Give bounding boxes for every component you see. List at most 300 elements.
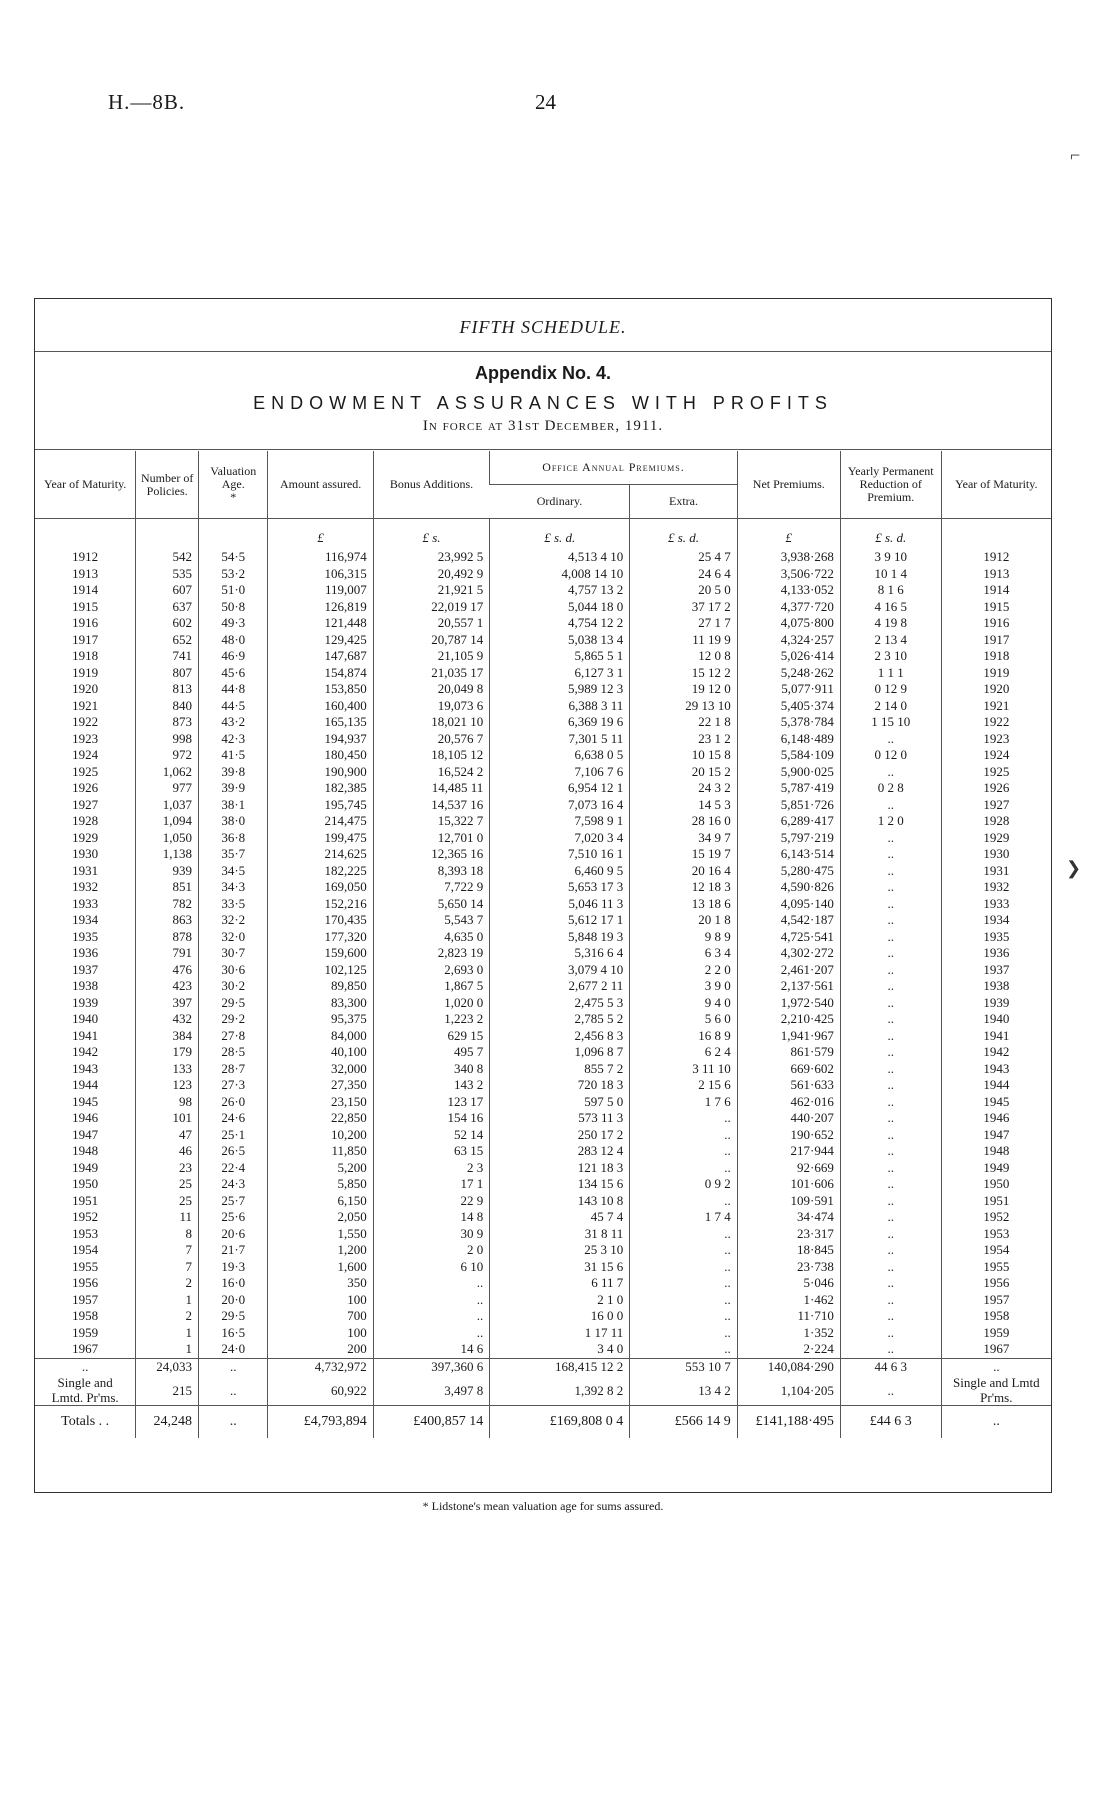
table-cell: 1946	[941, 1110, 1051, 1127]
table-cell: 1956	[72, 1275, 99, 1290]
table-cell: 1922	[72, 714, 99, 729]
table-row	[35, 1176, 1051, 1193]
table-row	[35, 830, 1051, 847]
table-cell: 16 8 9	[630, 1028, 738, 1045]
table-row	[35, 1077, 1051, 1094]
table-cell: 1,550	[268, 1226, 373, 1243]
table-cell: 1946	[72, 1110, 99, 1125]
table-row	[35, 797, 1051, 814]
table-cell: 2·224	[737, 1341, 840, 1358]
table-cell: ..	[199, 1358, 268, 1375]
table-cell: ..	[840, 1226, 941, 1243]
table-cell: 17 1	[373, 1176, 489, 1193]
total-cell: £169,808 0 4	[490, 1406, 630, 1439]
table-cell: ..	[840, 912, 941, 929]
table-cell: 1953	[941, 1226, 1051, 1243]
table-cell: 1,600	[268, 1259, 373, 1276]
table-cell: 4,635 0	[373, 929, 489, 946]
table-cell: 3,506·722	[737, 566, 840, 583]
total-cell: Totals . .	[35, 1406, 136, 1439]
table-cell: 1967	[72, 1341, 99, 1356]
table-cell: 1932	[72, 879, 99, 894]
table-cell: 7	[136, 1259, 199, 1276]
table-cell: 1924	[941, 747, 1051, 764]
table-cell: 26·5	[199, 1143, 268, 1160]
table-cell: 11 19 9	[630, 632, 738, 649]
table-row	[35, 698, 1051, 715]
table-cell: 0 9 2	[630, 1176, 738, 1193]
table-cell: 1	[136, 1341, 199, 1358]
table-cell: 126,819	[268, 599, 373, 616]
table-row	[35, 896, 1051, 913]
table-cell: 1923	[941, 731, 1051, 748]
table-cell: 602	[136, 615, 199, 632]
table-cell: 9 4 0	[630, 995, 738, 1012]
table-row	[35, 1259, 1051, 1276]
table-cell: 637	[136, 599, 199, 616]
table-cell: 1,138	[136, 846, 199, 863]
table-cell: ..	[199, 1375, 268, 1406]
table-cell: 165,135	[268, 714, 373, 731]
table-cell: 20·0	[199, 1292, 268, 1309]
table-cell: 5,200	[268, 1160, 373, 1177]
table-cell: Single and Lmtd. Pr'ms.	[51, 1375, 119, 1405]
table-row	[35, 747, 1051, 764]
table-cell: 119,007	[268, 582, 373, 599]
table-cell: 20,787 14	[373, 632, 489, 649]
table-cell: 45·6	[199, 665, 268, 682]
table-cell: ..	[630, 1160, 738, 1177]
table-cell: 462·016	[737, 1094, 840, 1111]
table-cell: 1947	[72, 1126, 99, 1142]
table-row	[35, 1358, 1051, 1375]
total-cell: ..	[199, 1406, 268, 1439]
table-cell: 1941	[72, 1027, 99, 1043]
table-cell: 16,524 2	[373, 764, 489, 781]
table-cell: ..	[840, 1077, 941, 1094]
table-row	[35, 549, 1051, 566]
table-cell: 1,200	[268, 1242, 373, 1259]
table-cell: 1954	[72, 1242, 99, 1257]
table-row	[35, 648, 1051, 665]
table-cell: 170,435	[268, 912, 373, 929]
table-cell: 2 2 0	[630, 962, 738, 979]
table-cell: 6,460 9 5	[490, 863, 630, 880]
table-cell: 20 16 4	[630, 863, 738, 880]
table-cell: ..	[630, 1259, 738, 1276]
table-cell: 53·2	[199, 566, 268, 583]
col-header-year: Year of Maturity.	[43, 477, 127, 491]
table-cell: 83,300	[268, 995, 373, 1012]
margin-mark: ❯	[1066, 858, 1082, 878]
table-row	[35, 1011, 1051, 1028]
table-cell: 18·845	[737, 1242, 840, 1259]
table-cell: 1940	[941, 1011, 1051, 1028]
table-cell: 30·7	[199, 945, 268, 962]
table-cell: ..	[840, 1209, 941, 1226]
table-cell: 1926	[72, 780, 99, 795]
table-cell: 1920	[72, 681, 99, 696]
table-cell: 1912	[941, 549, 1051, 566]
table-cell: 50·8	[199, 599, 268, 616]
table-row	[35, 813, 1051, 830]
table-cell: ..	[840, 1308, 941, 1325]
total-cell: £4,793,894	[268, 1406, 373, 1439]
table-cell: 18,105 12	[373, 747, 489, 764]
table-cell: 182,385	[268, 780, 373, 797]
table-cell: 8 1 6	[840, 582, 941, 599]
col-header-number: Number of Policies.	[136, 451, 199, 519]
table-cell: 1941	[941, 1028, 1051, 1045]
table-cell: 6,150	[268, 1193, 373, 1210]
table-cell: 5,900·025	[737, 764, 840, 781]
table-row	[35, 846, 1051, 863]
table-cell: 1959	[941, 1325, 1051, 1342]
table-cell: 1952	[72, 1209, 99, 1224]
appendix-title: Appendix No. 4.	[474, 363, 611, 383]
table-cell: 3 4 0	[490, 1341, 630, 1358]
table-cell: 24 3 2	[630, 780, 738, 797]
table-cell: 4,095·140	[737, 896, 840, 913]
table-cell: 84,000	[268, 1028, 373, 1045]
table-row	[35, 1127, 1051, 1144]
table-cell: 607	[136, 582, 199, 599]
table-cell: 397,360 6	[373, 1358, 489, 1375]
unit-label: £	[268, 519, 373, 550]
table-cell: 10 1 4	[840, 566, 941, 583]
table-cell: 5,026·414	[737, 648, 840, 665]
table-cell: 25	[136, 1176, 199, 1193]
table-cell: 89,850	[268, 978, 373, 995]
table-cell: 1929	[72, 829, 99, 845]
schedule-table	[35, 451, 1051, 1438]
table-cell: 1,037	[136, 797, 199, 814]
table-cell: 1,104·205	[737, 1375, 840, 1406]
total-cell: £141,188·495	[737, 1406, 840, 1439]
table-cell: 22·4	[199, 1160, 268, 1177]
table-cell: 6 2 4	[630, 1044, 738, 1061]
table-cell: 1956	[941, 1275, 1051, 1292]
table-cell: 214,625	[268, 846, 373, 863]
table-cell: 23·317	[737, 1226, 840, 1243]
table-cell: 101·606	[737, 1176, 840, 1193]
table-cell: 20,557 1	[373, 615, 489, 632]
table-cell: ..	[840, 929, 941, 946]
table-cell: ..	[630, 1242, 738, 1259]
table-cell: 44 6 3	[840, 1358, 941, 1375]
table-cell: 30·2	[199, 978, 268, 995]
table-cell: 840	[136, 698, 199, 715]
divider	[35, 351, 1051, 352]
table-cell: ..	[840, 1375, 941, 1406]
table-cell: 1913	[72, 565, 99, 581]
table-cell: 11·710	[737, 1308, 840, 1325]
table-cell: 1927	[941, 797, 1051, 814]
table-cell: 40,100	[268, 1044, 373, 1061]
table-cell: ..	[373, 1275, 489, 1292]
table-cell: 1·462	[737, 1292, 840, 1309]
table-cell: 15 12 2	[630, 665, 738, 682]
table-cell: 861·579	[737, 1044, 840, 1061]
table-cell: 20,492 9	[373, 566, 489, 583]
table-cell: 3 9 10	[840, 549, 941, 566]
table-cell: ..	[840, 1160, 941, 1177]
table-cell: 1915	[72, 598, 99, 614]
table-cell: 1930	[72, 846, 99, 861]
table-cell: 878	[136, 929, 199, 946]
table-cell: 6,369 19 6	[490, 714, 630, 731]
table-cell: 1932	[941, 879, 1051, 896]
table-cell: ..	[630, 1325, 738, 1342]
table-cell: 0 12 9	[840, 681, 941, 698]
table-cell: 3,938·268	[737, 549, 840, 566]
table-cell: 851	[136, 879, 199, 896]
table-cell: 2,050	[268, 1209, 373, 1226]
table-cell: 200	[268, 1341, 373, 1358]
table-cell: 31 15 6	[490, 1259, 630, 1276]
table-cell: 34·474	[737, 1209, 840, 1226]
table-cell: 6 10	[373, 1259, 489, 1276]
table-cell: 1916	[941, 615, 1051, 632]
table-cell: 1952	[941, 1209, 1051, 1226]
table-cell: 6,127 3 1	[490, 665, 630, 682]
table-cell: 1949	[72, 1159, 99, 1175]
table-cell: 194,937	[268, 731, 373, 748]
table-cell: 5,378·784	[737, 714, 840, 731]
table-cell: 1921	[72, 697, 99, 713]
table-cell: 6 11 7	[490, 1275, 630, 1292]
table-cell: 1931	[72, 862, 99, 878]
table-cell: 34·3	[199, 879, 268, 896]
table-cell: 15 19 7	[630, 846, 738, 863]
table-cell: 1955	[941, 1259, 1051, 1276]
table-cell: 1951	[941, 1193, 1051, 1210]
table-cell: 195,745	[268, 797, 373, 814]
table-cell: 1913	[941, 566, 1051, 583]
table-cell: 2 1 0	[490, 1292, 630, 1309]
table-cell: 22 1 8	[630, 714, 738, 731]
table-cell: 14 6	[373, 1341, 489, 1358]
table-cell: 1959	[72, 1324, 99, 1340]
table-cell: 1,972·540	[737, 995, 840, 1012]
table-cell: 24·0	[199, 1341, 268, 1358]
table-cell: 1954	[941, 1242, 1051, 1259]
table-cell: 1925	[72, 763, 99, 779]
table-cell: 42·3	[199, 731, 268, 748]
table-cell: 1933	[941, 896, 1051, 913]
table-cell: 5,280·475	[737, 863, 840, 880]
table-cell: 20 5 0	[630, 582, 738, 599]
table-cell: 1,020 0	[373, 995, 489, 1012]
table-cell: 24·6	[199, 1110, 268, 1127]
table-cell: 1,094	[136, 813, 199, 830]
table-cell: ..	[840, 896, 941, 913]
table-cell: 2 14 0	[840, 698, 941, 715]
table-cell: 39·9	[199, 780, 268, 797]
table-cell: 573 11 3	[490, 1110, 630, 1127]
table-cell: 28·5	[199, 1044, 268, 1061]
table-cell: 1,867 5	[373, 978, 489, 995]
table-cell: 1938	[941, 978, 1051, 995]
table-cell: 121 18 3	[490, 1160, 630, 1177]
table-cell: 5,316 6 4	[490, 945, 630, 962]
table-cell: 977	[136, 780, 199, 797]
table-cell: 47	[136, 1127, 199, 1144]
table-cell: 5,787·419	[737, 780, 840, 797]
table-row	[35, 780, 1051, 797]
table-cell: 199,475	[268, 830, 373, 847]
table-cell: 22 9	[373, 1193, 489, 1210]
table-row	[35, 962, 1051, 979]
table-cell: 561·633	[737, 1077, 840, 1094]
table-cell: 24,033	[136, 1358, 199, 1375]
table-cell: 23,150	[268, 1094, 373, 1111]
table-cell: ..	[840, 830, 941, 847]
table-cell: 168,415 12 2	[490, 1358, 630, 1375]
unit-label: £ s. d.	[630, 519, 738, 550]
table-row	[35, 1341, 1051, 1358]
table-row	[35, 1375, 1051, 1406]
table-cell: 95,375	[268, 1011, 373, 1028]
table-cell: 15,322 7	[373, 813, 489, 830]
table-cell: 5 6 0	[630, 1011, 738, 1028]
table-cell: 19,073 6	[373, 698, 489, 715]
table-cell: 129,425	[268, 632, 373, 649]
table-cell: 44·8	[199, 681, 268, 698]
table-cell: 19 12 0	[630, 681, 738, 698]
table-cell: 179	[136, 1044, 199, 1061]
table-cell: 972	[136, 747, 199, 764]
table-cell: 154,874	[268, 665, 373, 682]
unit-label: £ s.	[373, 519, 489, 550]
table-cell: 720 18 3	[490, 1077, 630, 1094]
table-cell: 49·3	[199, 615, 268, 632]
table-cell: ..	[840, 764, 941, 781]
table-cell: 384	[136, 1028, 199, 1045]
table-cell: 1916	[72, 615, 99, 630]
col-header-office-premiums: Office Annual Premiums.	[490, 451, 738, 485]
table-row	[35, 1094, 1051, 1111]
table-cell: 2 3 10	[840, 648, 941, 665]
table-cell: 100	[268, 1325, 373, 1342]
table-cell: 34 9 7	[630, 830, 738, 847]
table-cell: 12,365 16	[373, 846, 489, 863]
table-cell: 1942	[941, 1044, 1051, 1061]
table-row	[35, 1325, 1051, 1342]
table-cell: 1935	[941, 929, 1051, 946]
table-cell: ..	[840, 1325, 941, 1342]
table-cell: 7,598 9 1	[490, 813, 630, 830]
table-cell: 1912	[72, 549, 99, 564]
table-cell: 863	[136, 912, 199, 929]
table-cell: 6,954 12 1	[490, 780, 630, 797]
table-row	[35, 1143, 1051, 1160]
table-cell: 20 1 8	[630, 912, 738, 929]
table-cell: 813	[136, 681, 199, 698]
table-body	[35, 519, 1051, 1439]
table-cell: 2 15 6	[630, 1077, 738, 1094]
table-cell: 4,324·257	[737, 632, 840, 649]
table-cell: 283 12 4	[490, 1143, 630, 1160]
table-cell: 1914	[941, 582, 1051, 599]
table-cell: 4,757 13 2	[490, 582, 630, 599]
table-cell: 476	[136, 962, 199, 979]
table-cell: ..	[941, 1358, 1051, 1375]
table-row	[35, 995, 1051, 1012]
table-cell: 32·0	[199, 929, 268, 946]
table-cell: 215	[136, 1375, 199, 1406]
table-cell: 1917	[941, 632, 1051, 649]
schedule-title: FIFTH SCHEDULE.	[459, 317, 627, 337]
table-cell: ..	[373, 1292, 489, 1309]
table-cell: 22,019 17	[373, 599, 489, 616]
table-cell: 1936	[72, 945, 99, 960]
table-cell: 3 11 10	[630, 1061, 738, 1078]
table-cell: ..	[840, 1143, 941, 1160]
table-cell: 24 6 4	[630, 566, 738, 583]
table-cell: 25 4 7	[630, 549, 738, 566]
table-cell: 1957	[72, 1291, 99, 1307]
table-cell: 4,725·541	[737, 929, 840, 946]
table-cell: ..	[373, 1308, 489, 1325]
table-cell: 98	[136, 1094, 199, 1111]
table-cell: 30·6	[199, 962, 268, 979]
table-cell: 1939	[72, 994, 99, 1010]
schedule-frame	[34, 298, 1052, 1513]
table-cell: 14,537 16	[373, 797, 489, 814]
col-header-year-right: Year of Maturity.	[941, 451, 1051, 519]
table-cell: 939	[136, 863, 199, 880]
table-cell: 1934	[941, 912, 1051, 929]
col-header-reduction: Yearly Permanent Reduction of Premium.	[840, 451, 941, 519]
table-cell: 652	[136, 632, 199, 649]
col-header-ordinary: Ordinary.	[536, 494, 583, 508]
table-cell: 5,044 18 0	[490, 599, 630, 616]
table-cell: 1918	[72, 648, 99, 663]
table-cell: 1914	[72, 582, 99, 597]
table-cell: 4,075·800	[737, 615, 840, 632]
table-cell: 7,510 16 1	[490, 846, 630, 863]
table-cell: 1922	[941, 714, 1051, 731]
table-cell: ..	[840, 1193, 941, 1210]
table-cell: 3,497 8	[373, 1375, 489, 1406]
table-cell: 1917	[72, 631, 99, 647]
table-cell: 23,992 5	[373, 549, 489, 566]
table-cell: 4,732,972	[268, 1358, 373, 1375]
table-row	[35, 879, 1051, 896]
table-cell: 25·1	[199, 1127, 268, 1144]
table-cell: 29·5	[199, 1308, 268, 1325]
table-cell: 12,701 0	[373, 830, 489, 847]
table-cell: 1958	[72, 1308, 99, 1323]
table-cell: 46	[136, 1143, 199, 1160]
table-cell: 5,077·911	[737, 681, 840, 698]
table-cell: 432	[136, 1011, 199, 1028]
table-cell: ..	[840, 995, 941, 1012]
table-cell: 7,106 7 6	[490, 764, 630, 781]
footnote: * Lidstone's mean valuation age for sums assured.	[422, 1499, 664, 1513]
table-cell: 5,797·219	[737, 830, 840, 847]
table-cell: ..	[840, 1127, 941, 1144]
table-cell: 250 17 2	[490, 1127, 630, 1144]
table-row	[35, 764, 1051, 781]
table-cell: 1	[136, 1292, 199, 1309]
table-cell: 1938	[72, 978, 99, 993]
table-cell: 2 13 4	[840, 632, 941, 649]
table-cell: 21·7	[199, 1242, 268, 1259]
table-cell: 1931	[941, 863, 1051, 880]
table-cell: 1948	[941, 1143, 1051, 1160]
